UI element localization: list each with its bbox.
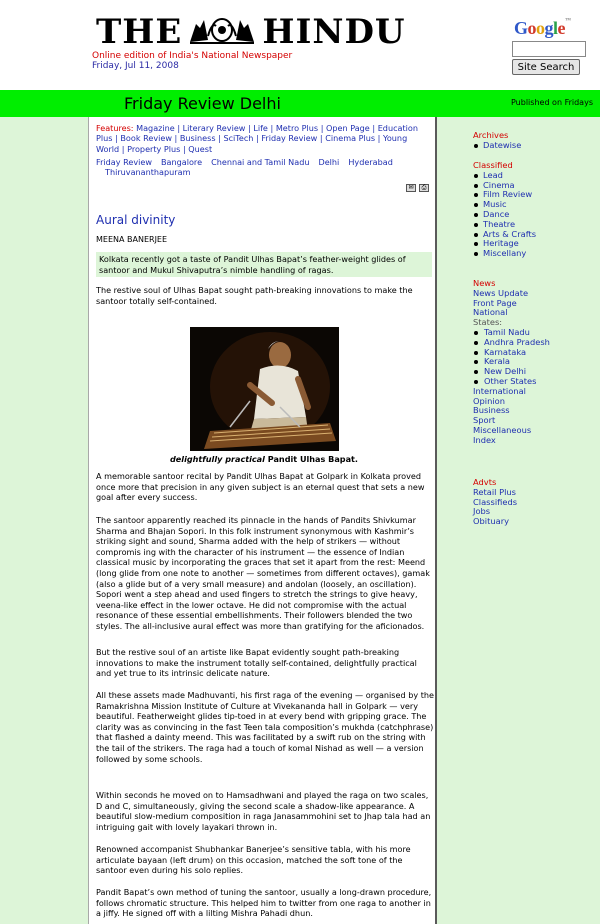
- classified-link-lead[interactable]: Lead: [473, 171, 536, 181]
- masthead-right: HINDU: [262, 12, 406, 52]
- news-link-index[interactable]: Index: [473, 434, 496, 445]
- photo-caption: [96, 454, 432, 464]
- features-link-property-plus[interactable]: Property Plus: [127, 143, 181, 154]
- state-link-andhra-pradesh[interactable]: Andhra Pradesh: [473, 338, 550, 348]
- article-paragraph: All these assets made Madhuvanti, his first raga of the evening — organised by the Ramakrishna Mission Institute of Culture at Vivekananda hall in Golpark — very beautiful. Featherweight glides tip-toed in at every bend with gripping grace. The clarity was as convincing in the fast Teen tala composition’s mukhda (catchphrase) that flashed a dainty meend. This was facilitated by a swift rub on the string with the tail of the strikers. The raga had a touch of komal Nishad as well — a version followed by some schools.: [96, 690, 434, 764]
- email-icon[interactable]: ✉: [406, 184, 416, 192]
- edition-date: Friday, Jul 11, 2008: [92, 61, 179, 71]
- classified-block: [473, 161, 536, 259]
- features-link-scitech[interactable]: SciTech: [223, 133, 254, 144]
- site-search-button[interactable]: Site Search: [512, 59, 580, 75]
- state-link-tamil-nadu[interactable]: Tamil Nadu: [473, 328, 550, 338]
- published-note: Published on Fridays: [511, 98, 593, 107]
- classified-link-film-review[interactable]: Film Review: [473, 190, 536, 200]
- state-link-new-delhi[interactable]: New Delhi: [473, 367, 550, 377]
- article-title: Aural divinity: [96, 213, 176, 227]
- features-link-business[interactable]: Business: [179, 133, 216, 144]
- advts-link-retail-plus[interactable]: Retail Plus: [473, 486, 516, 497]
- standfirst: Kolkata recently got a taste of Pandit Ulhas Bapat’s feather-weight glides of santoor and Mukul Shivaputra’s nimble handling of ragas.: [96, 252, 432, 277]
- news-link-opinion[interactable]: Opinion: [473, 395, 506, 406]
- article-paragraph: The santoor apparently reached its pinnacle in the hands of Pandits Shivkumar Sharma and Bhajan Sopori. In this folk instrument synonymous with Kashmir’s striking sight and sound, Sharma added with the help of strikers — without compromis ing with the character of his instrument — the essence of Indian classical music by incorporating the graces that set it apart from the rest: Meend (long glide from one note to another — sometimes from different octaves), gamak (also a glide but of a very small measure) and andolan (loosely, an oscillation). Sopori went a step ahead and used fingers to stretch the strings to give heavy, veena-like effect in the lower octave. He did not compromise with the actual resonance of these essential embellishments. Their followers blended the two styles. The all-inclusive aural effect was more than gratifying for the aficionados.: [96, 515, 430, 631]
- print-icon[interactable]: ⎙: [419, 184, 429, 192]
- features-separator: |: [270, 123, 274, 133]
- features-separator: |: [320, 123, 324, 133]
- features-label: Features:: [96, 123, 134, 133]
- advts-link-classifieds[interactable]: Classifieds: [473, 496, 518, 507]
- advts-heading: Advts: [473, 477, 497, 487]
- region-link-hyderabad[interactable]: Hyderabad: [348, 157, 393, 167]
- features-link-open-page[interactable]: Open Page: [326, 123, 370, 133]
- advts-link-jobs[interactable]: Jobs: [473, 506, 491, 517]
- news-block: [473, 279, 550, 446]
- state-link-kerala[interactable]: Kerala: [473, 357, 550, 367]
- features-link-metro-plus[interactable]: Metro Plus: [275, 123, 319, 133]
- features-separator: |: [115, 133, 118, 144]
- section-title: Friday Review Delhi: [124, 94, 281, 113]
- features-separator: |: [319, 133, 323, 144]
- features-nav: [96, 123, 432, 154]
- google-logo: Google™: [514, 18, 571, 38]
- article-tools: [406, 184, 429, 192]
- masthead-logo[interactable]: [96, 14, 406, 50]
- byline: MEENA BANERJEE: [96, 235, 168, 244]
- caption-italic: delightfully practical: [170, 454, 265, 464]
- features-link-friday-review[interactable]: Friday Review: [261, 133, 318, 144]
- features-separator: |: [372, 123, 376, 133]
- classified-link-miscellany[interactable]: Miscellany: [473, 249, 536, 259]
- classified-link-music[interactable]: Music: [473, 200, 536, 210]
- advts-link-obituary[interactable]: Obituary: [473, 516, 510, 527]
- article-photo: [190, 327, 339, 451]
- features-separator: |: [248, 123, 251, 133]
- intro-paragraph: The restive soul of Ulhas Bapat sought path-breaking innovations to make the santoor totally self-contained.: [96, 285, 413, 306]
- features-link-magazine[interactable]: Magazine: [136, 123, 175, 133]
- section-bar: [0, 90, 600, 117]
- news-link-international[interactable]: International: [473, 385, 526, 396]
- caption-text: Pandit Ulhas Bapat.: [267, 454, 358, 464]
- classified-link-arts-crafts[interactable]: Arts & Crafts: [473, 230, 536, 240]
- left-gutter: [0, 117, 88, 924]
- features-separator: |: [121, 143, 125, 154]
- features-link-cinema-plus[interactable]: Cinema Plus: [325, 133, 376, 144]
- features-link-book-review[interactable]: Book Review: [120, 133, 172, 144]
- classified-heading: Classified: [473, 160, 513, 170]
- classified-link-dance[interactable]: Dance: [473, 210, 536, 220]
- news-link-national[interactable]: National: [473, 307, 508, 318]
- features-separator: |: [377, 133, 381, 144]
- archives-heading: Archives: [473, 130, 509, 140]
- features-separator: |: [256, 133, 259, 144]
- region-link-friday-review[interactable]: Friday Review: [96, 157, 152, 167]
- features-separator: |: [174, 133, 178, 144]
- states-label: States:: [473, 317, 503, 328]
- article-paragraph: But the restive soul of an artiste like Bapat evidently sought path-breaking innovations to make the instrument totally self-contained, delightfully practical and yet true to its intrinsic delicate nature.: [96, 647, 417, 679]
- features-link-education-plus[interactable]: Education Plus: [96, 123, 418, 144]
- article-paragraph: Within seconds he moved on to Hamsadhwani and played the raga on two scales, D and C, simultaneously, giving the second scale a shadow-like appearance. A beautiful slow-medium composition in raga Janasammohini set to Jhap tala had an intriguing gait with lovely layakari thrown in.: [96, 790, 431, 832]
- site-search-input[interactable]: [512, 41, 586, 57]
- classified-link-theatre[interactable]: Theatre: [473, 220, 536, 230]
- article-paragraph: Renowned accompanist Shubhankar Banerjee’s sensitive tabla, with his more articulate bayaan (left drum) on this occasion, matched the soft tone of the santoor even during his solo replies.: [96, 844, 411, 876]
- archives-link-datewise[interactable]: Datewise: [473, 141, 521, 151]
- features-link-literary-review[interactable]: Literary Review: [182, 123, 246, 133]
- region-link-chennai-and-tamil-nadu[interactable]: Chennai and Tamil Nadu: [211, 157, 310, 167]
- state-link-karnataka[interactable]: Karnataka: [473, 348, 550, 358]
- features-separator: |: [218, 133, 221, 144]
- news-heading: News: [473, 278, 496, 288]
- advts-block: [473, 478, 517, 527]
- features-link-life[interactable]: Life: [253, 123, 268, 133]
- region-link-bangalore[interactable]: Bangalore: [160, 157, 203, 167]
- regions-nav: [96, 157, 432, 178]
- classified-link-cinema[interactable]: Cinema: [473, 181, 536, 191]
- region-link-thiruvananthapuram[interactable]: Thiruvananthapuram: [105, 167, 191, 178]
- features-link-quest[interactable]: Quest: [188, 143, 213, 154]
- state-link-other-states[interactable]: Other States: [473, 377, 550, 387]
- region-link-delhi[interactable]: Delhi: [318, 157, 340, 167]
- article-paragraph: A memorable santoor recital by Pandit Ulhas Bapat at Golpark in Kolkata proved once more that precision in any given subject is an eternal quest that sets a new goal after every success.: [96, 471, 425, 503]
- news-link-business[interactable]: Business: [473, 405, 510, 416]
- masthead-left: THE: [96, 12, 183, 52]
- features-separator: |: [182, 143, 186, 154]
- emblem-icon: [186, 14, 258, 46]
- features-link-young-world[interactable]: Young World: [96, 133, 408, 154]
- article-column: [88, 117, 437, 924]
- article-paragraph: Pandit Bapat’s own method of tuning the santoor, usually a long-drawn procedure, follows chromatic structure. This helped him to twitter from one raga to another in a jiffy. He signed off with a lilting Mishra Pahadi dhun.: [96, 887, 432, 919]
- news-link-news-update[interactable]: News Update: [473, 287, 529, 298]
- right-sidebar: [437, 117, 600, 924]
- site-header: [0, 0, 600, 90]
- news-link-sport[interactable]: Sport: [473, 415, 496, 426]
- archives-block: [473, 131, 521, 151]
- news-link-miscellaneous[interactable]: Miscellaneous: [473, 424, 532, 435]
- features-separator: |: [177, 123, 181, 133]
- tagline: Online edition of India's National Newspaper: [92, 51, 293, 61]
- classified-link-heritage[interactable]: Heritage: [473, 239, 536, 249]
- news-link-front-page[interactable]: Front Page: [473, 297, 517, 308]
